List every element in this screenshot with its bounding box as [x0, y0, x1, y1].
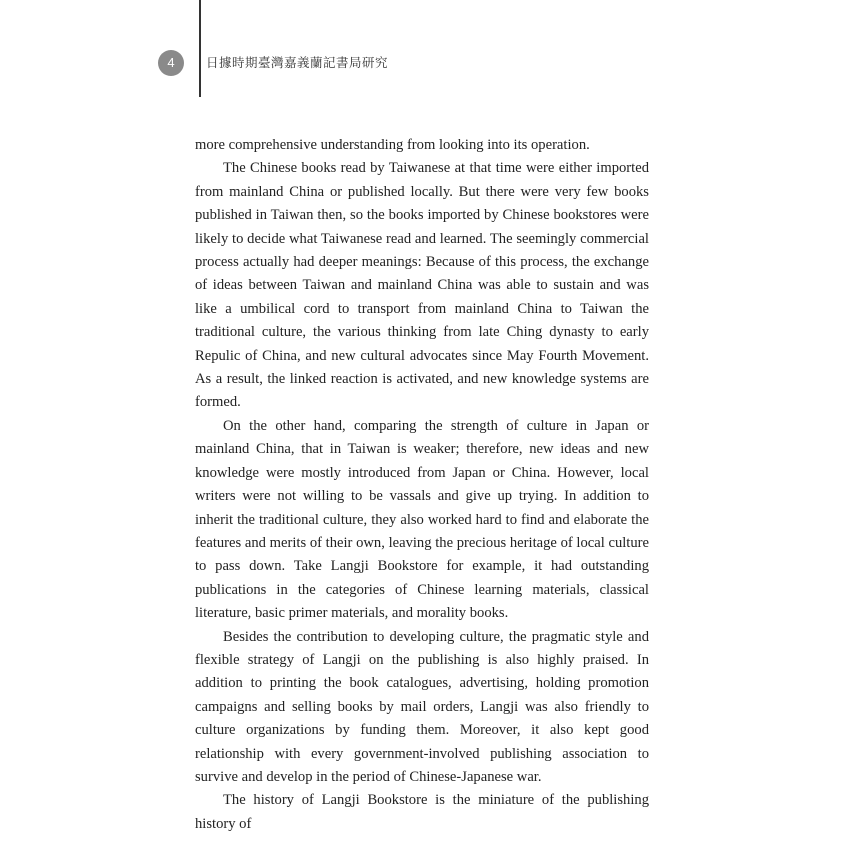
paragraph-4: Besides the contribution to developing culture, the pragmatic style and flexible strategy of Langji on the publishing is also highly praised. In addition to printing the book catalogues, advertising, holding promotion campaigns and selling books by mail orders, Langji was also friendly to culture organizations by funding them. Moreover, it also kept good relationship with every government-involved publishing association to survive and develop in the period of Chinese-Japanese war.: [195, 628, 649, 785]
header-divider: [199, 0, 201, 97]
running-title: 日據時期臺灣嘉義蘭記書局研究: [206, 55, 389, 70]
paragraph-1: more comprehensive understanding from looking into its operation.: [195, 137, 590, 153]
paragraph-2: The Chinese books read by Taiwanese at that time were either imported from mainland China or published locally. But there were very few books published in Taiwan then, so the books imported by Chinese bookstores were likely to decide what Taiwanese read and learned. The seemingly commercial process actually had deeper meanings: Because of this process, the exchange of ideas between Taiwan and mainland China was able to sustain and was like a umbilical cord to transport from mainland China to Taiwan the traditional culture, the various thinking from late Ching dynasty to early Repulic of China, and new cultural advocates since May Fourth Movement. As a result, the linked reaction is activated, and new knowledge systems are formed.: [195, 160, 649, 411]
paragraph-3: On the other hand, comparing the strength of culture in Japan or mainland China, that in Taiwan is weaker; therefore, new ideas and new knowledge were mostly introduced from Japan or China. However, local writers were not willing to be vassals and give up trying. In addition to inherit the traditional culture, they also worked hard to find and elaborate the features and merits of their own, leaving the precious heritage of local culture to pass down. Take Langji Bookstore for example, it had outstanding publications in the categories of Chinese learning materials, classical literature, basic primer materials, and morality books.: [195, 417, 649, 622]
page-number-badge: 4: [158, 50, 184, 76]
paragraph-5: The history of Langji Bookstore is the miniature of the publishing history of: [195, 792, 649, 832]
body-text: [195, 134, 649, 836]
